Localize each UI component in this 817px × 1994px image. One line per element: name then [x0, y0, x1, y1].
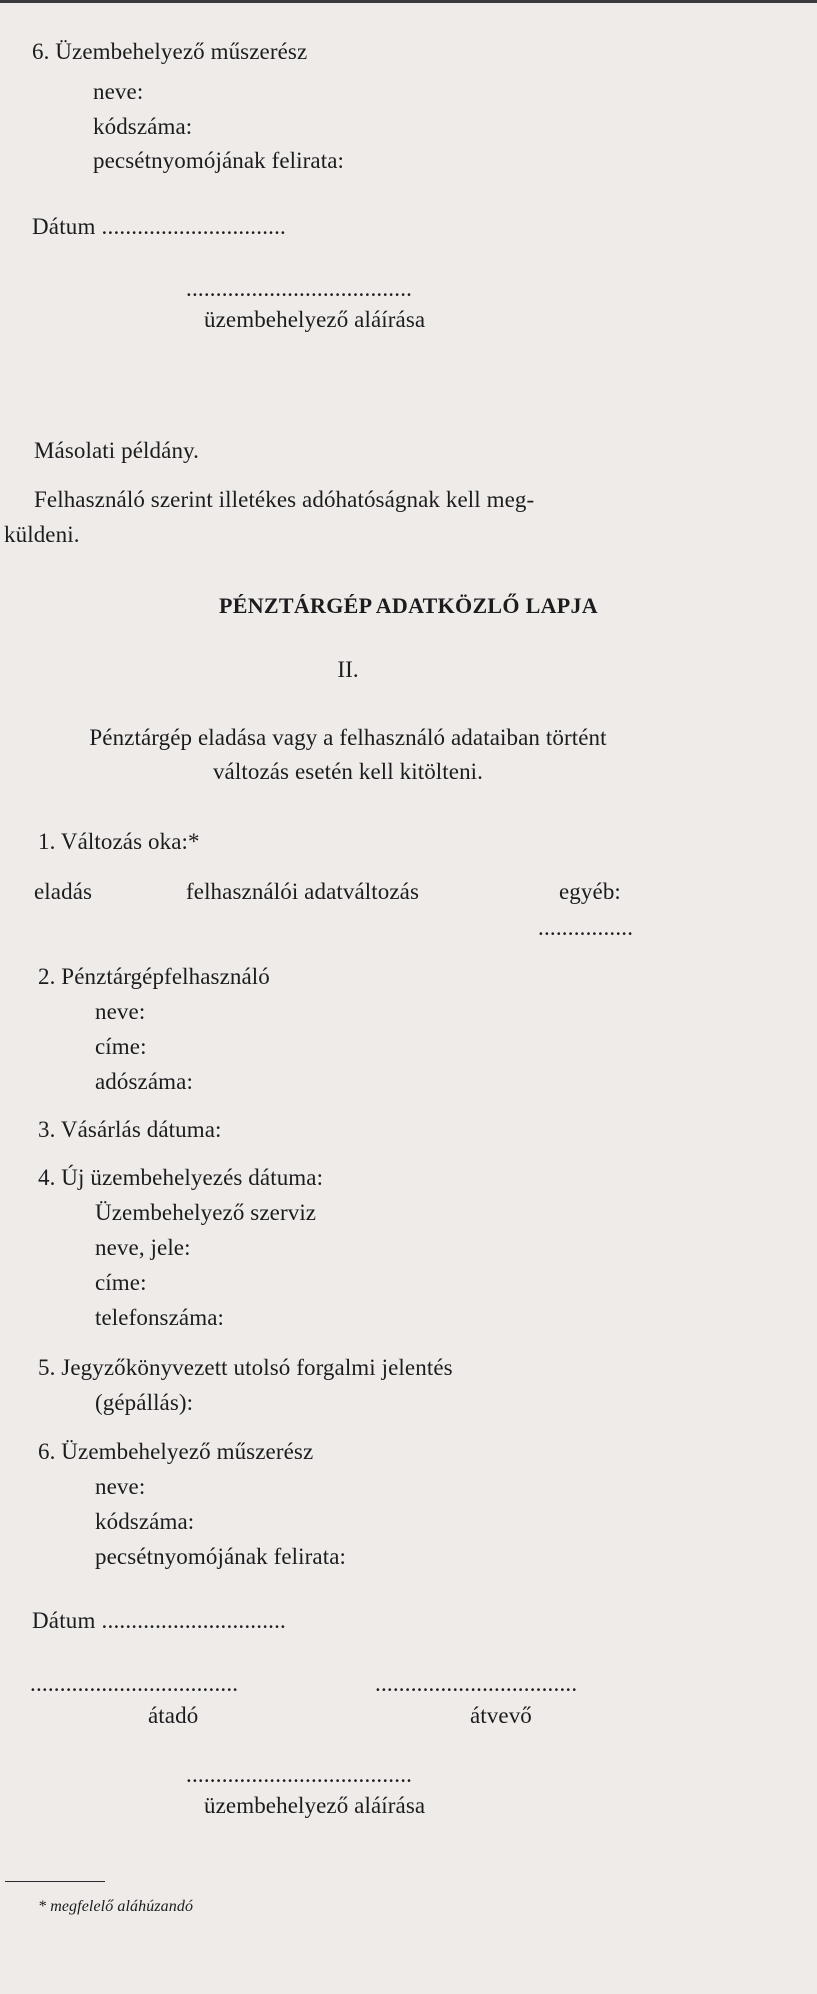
intro-line2: változás esetén kell kitölteni.	[212, 759, 484, 784]
top-signature-label: üzembehelyező aláírása	[204, 307, 426, 332]
top-date-field: Dátum ...............................	[32, 214, 286, 239]
item6-label: 6. Üzembehelyező műszerész	[38, 1439, 314, 1464]
handover-signature-line: ...................................	[30, 1671, 239, 1696]
option-user-data-change: felhasználói adatváltozás	[186, 879, 420, 904]
top-kodszama-label: kódszáma:	[93, 114, 193, 139]
top-pecset-label: pecsétnyomójának felirata:	[93, 148, 345, 173]
copy-note-line2: Felhasználó szerint illetékes adóhatóságnak kell meg-	[34, 487, 535, 512]
intro-line1: Pénztárgép eladása vagy a felhasználó adataiban történt	[89, 725, 607, 750]
item1-label: 1. Változás oka:*	[38, 829, 200, 854]
handover-label: átadó	[148, 1703, 199, 1728]
form-title: PÉNZTÁRGÉP ADATKÖZLŐ LAPJA	[219, 593, 598, 618]
form-roman-number: II.	[337, 657, 359, 682]
item2-cime: címe:	[95, 1034, 147, 1059]
bottom-signature-label: üzembehelyező aláírása	[204, 1793, 426, 1818]
item2-neve: neve:	[95, 999, 146, 1024]
receiver-signature-line: ..................................	[375, 1671, 578, 1696]
item6-kodszama: kódszáma:	[95, 1509, 195, 1534]
top-item6-title: 6. Üzembehelyező műszerész	[32, 39, 308, 64]
bottom-date-field: Dátum ...............................	[32, 1608, 286, 1633]
copy-note-line1: Másolati példány.	[34, 438, 200, 463]
item5-line2: (gépállás):	[95, 1390, 194, 1415]
bottom-signature-line: ......................................	[186, 1762, 413, 1787]
footnote-rule	[5, 1881, 105, 1882]
item6-pecset: pecsétnyomójának felirata:	[95, 1544, 347, 1569]
item3-label: 3. Vásárlás dátuma:	[38, 1117, 222, 1142]
item4-telefonszama: telefonszáma:	[95, 1305, 225, 1330]
item2-adoszama: adószáma:	[95, 1069, 193, 1094]
item6-neve: neve:	[95, 1474, 146, 1499]
item4-cime: címe:	[95, 1270, 147, 1295]
item4-label: 4. Új üzembehelyezés dátuma:	[38, 1165, 324, 1190]
copy-note-line3: küldeni.	[4, 522, 80, 547]
option-other-dots: ................	[538, 915, 634, 940]
top-border-line	[0, 0, 817, 3]
receiver-label: átvevő	[470, 1703, 532, 1728]
option-other: egyéb:	[559, 879, 621, 904]
top-neve-label: neve:	[93, 79, 144, 104]
item4-service: Üzembehelyező szerviz	[95, 1200, 317, 1225]
footnote-text: * megfelelő aláhúzandó	[38, 1898, 194, 1915]
item5-line1: 5. Jegyzőkönyvezett utolsó forgalmi jelentés	[38, 1355, 453, 1380]
item2-label: 2. Pénztárgépfelhasználó	[38, 964, 270, 989]
item4-neve-jele: neve, jele:	[95, 1235, 191, 1260]
option-sale: eladás	[34, 879, 93, 904]
top-signature-line: ......................................	[186, 276, 413, 301]
